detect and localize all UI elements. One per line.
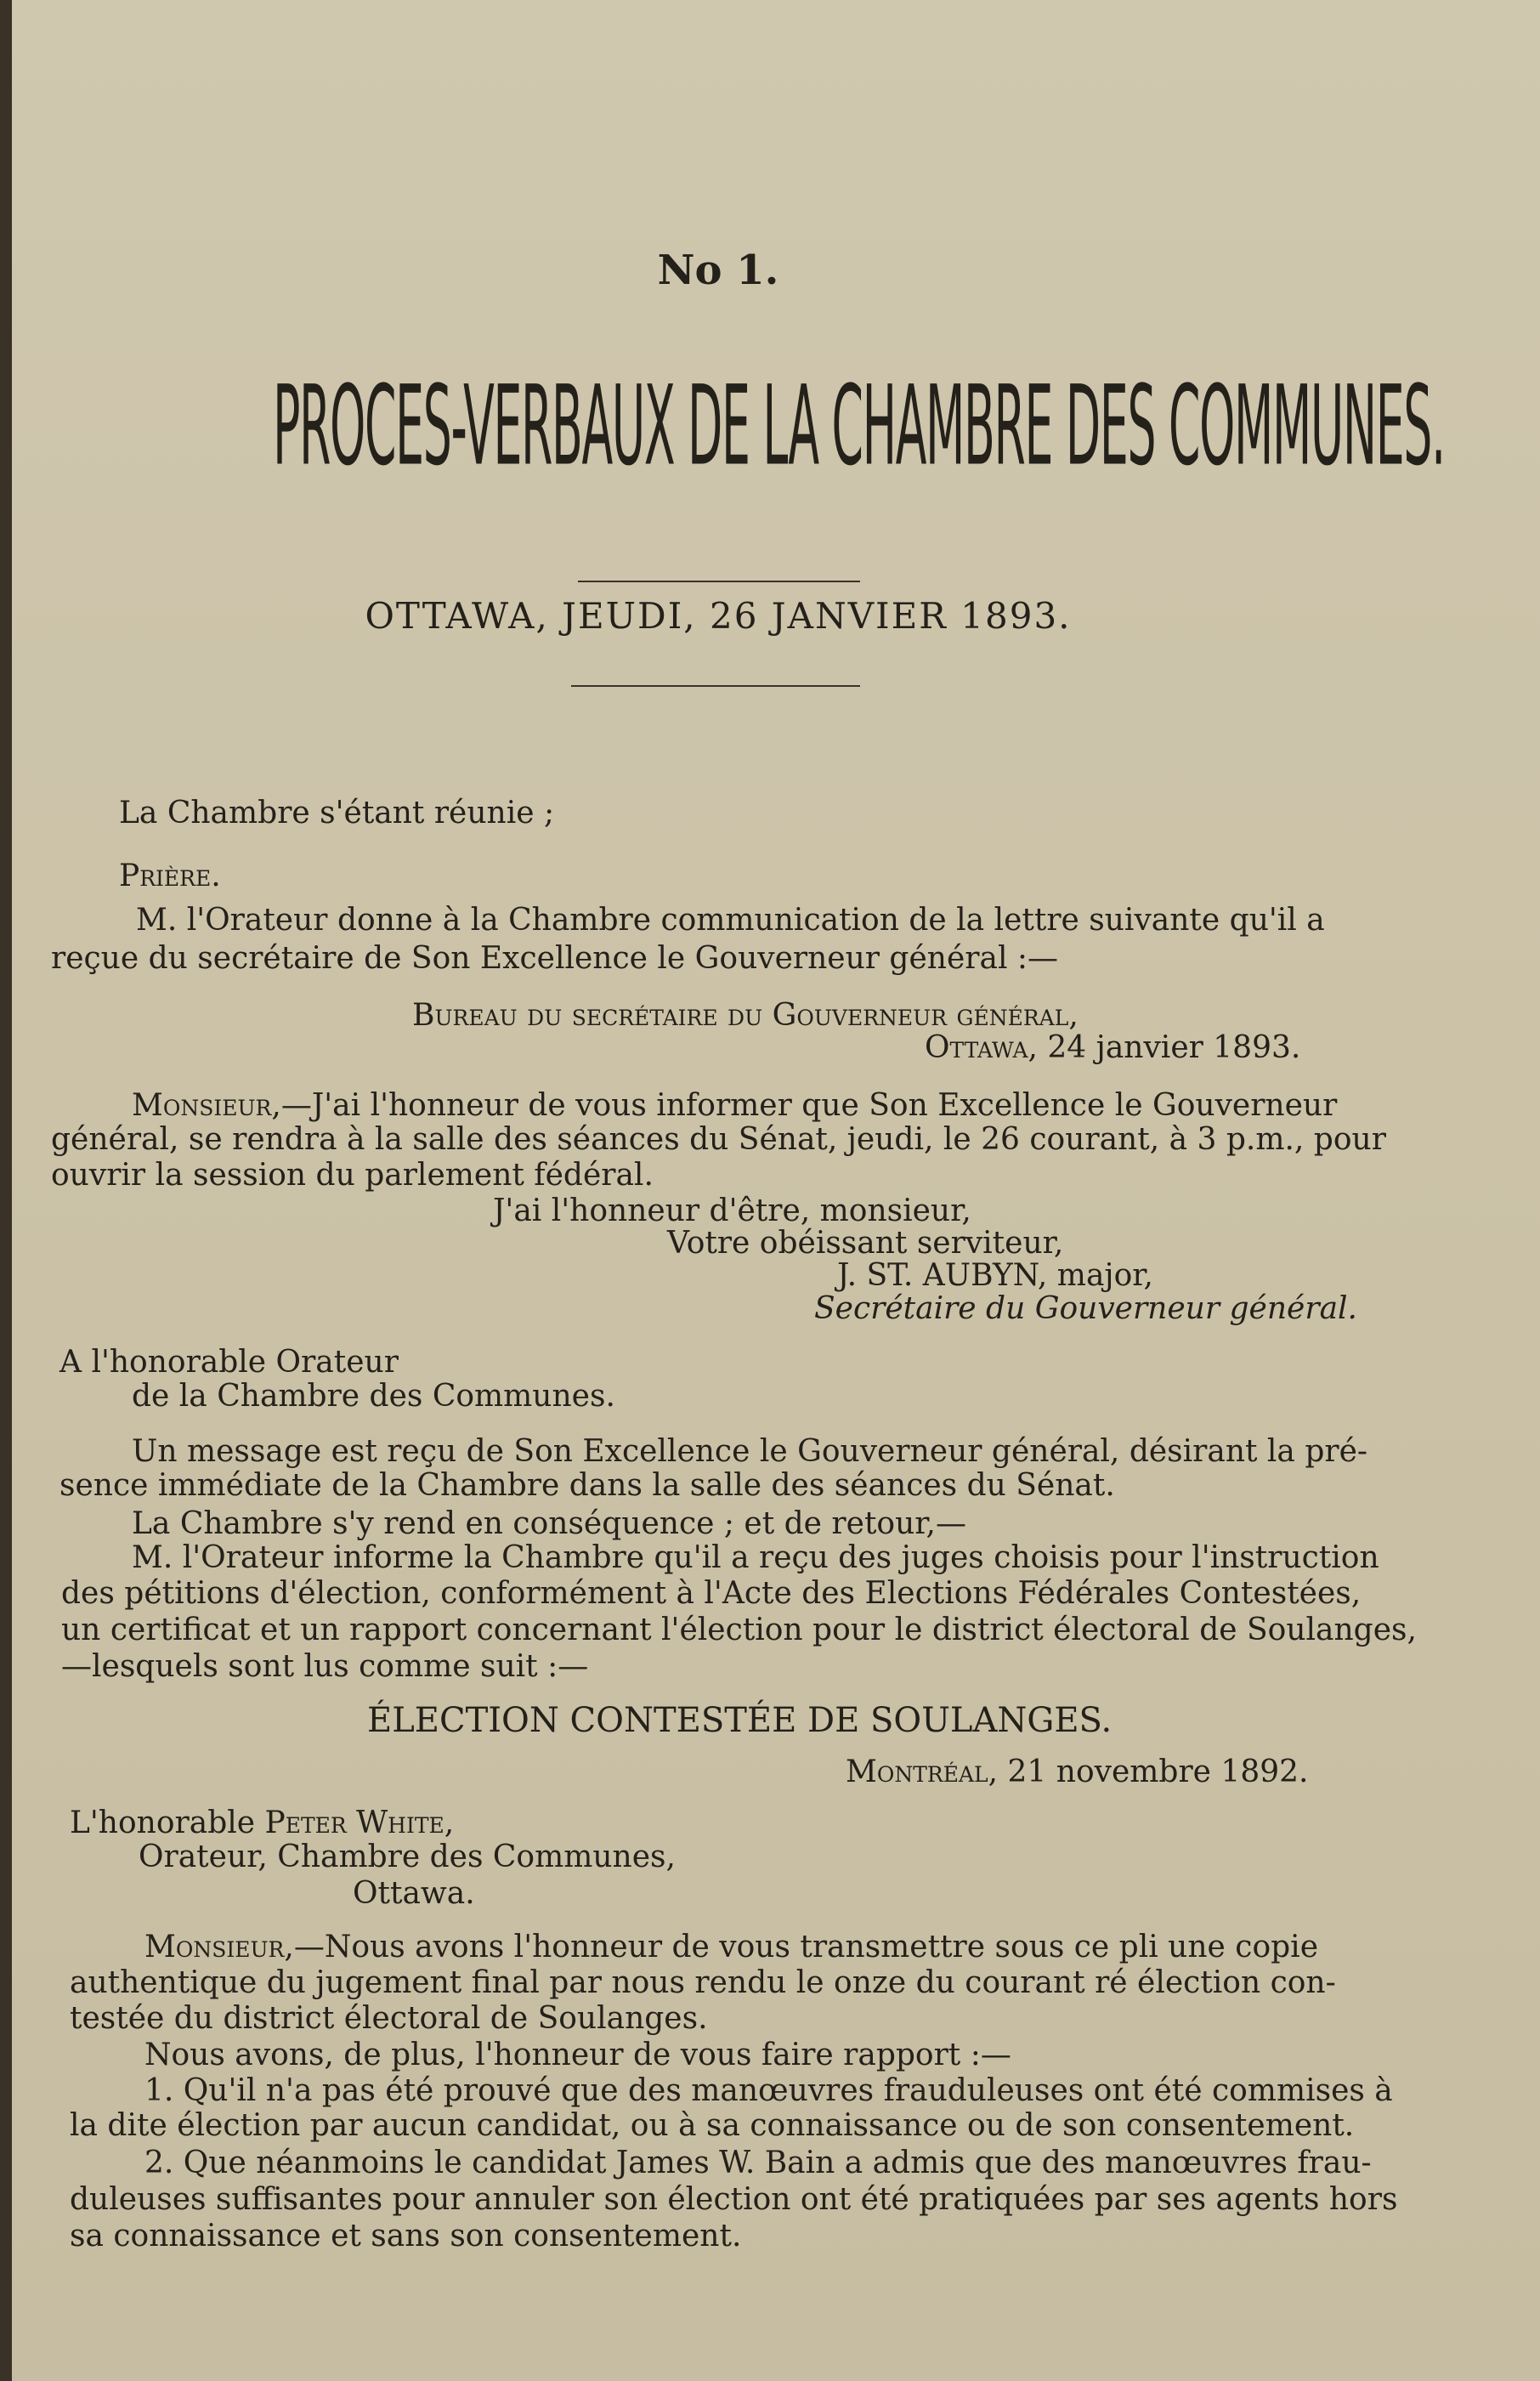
document-number: No 1. xyxy=(657,247,779,294)
text-run: L'honorable xyxy=(70,1806,265,1840)
text-line: Bureau du secrétaire du Gouverneur général, xyxy=(412,998,1079,1033)
text-line: M. l'Orateur donne à la Chambre communication de la lettre suivante qu'il a xyxy=(136,903,1325,938)
text-line: authentique du jugement final par nous rendu le onze du courant ré élection con- xyxy=(70,1965,1336,2000)
signature-title: Secrétaire du Gouverneur général. xyxy=(814,1291,1357,1326)
text-line: 1. Qu'il n'a pas été prouvé que des manœuvres frauduleuses ont été commises à xyxy=(144,2073,1393,2108)
document-title: PROCES-VERBAUX DE LA CHAMBRE DES COMMUNES. xyxy=(273,361,1445,490)
text-line: Prière. xyxy=(119,859,221,893)
text-line: des pétitions d'élection, conformément à l'Acte des Elections Fédérales Contestées, xyxy=(61,1576,1362,1611)
text-line: Nous avons, de plus, l'honneur de vous faire rapport :— xyxy=(144,2038,1011,2072)
text-line xyxy=(925,1029,1300,1067)
text-line: Ottawa. xyxy=(353,1876,475,1911)
text-line: J'ai l'honneur d'être, monsieur, xyxy=(493,1193,971,1228)
text-line: ouvrir la session du parlement fédéral. xyxy=(51,1158,654,1193)
addressee-name: Peter White, xyxy=(264,1806,455,1840)
text-line: un certificat et un rapport concernant l'élection pour le district électoral de Soulanges, xyxy=(61,1613,1417,1647)
text-line: —lesquels sont lus comme suit :— xyxy=(61,1649,589,1684)
place-name: Montréal xyxy=(846,1755,988,1789)
salutation: Monsieur, xyxy=(132,1088,281,1123)
text-line: Votre obéissant serviteur, xyxy=(667,1226,1064,1261)
text-line: sa connaissance et sans son consentement. xyxy=(70,2219,742,2253)
text-line xyxy=(846,1753,1308,1791)
text-line xyxy=(132,1086,1337,1125)
text-line: 2. Que néanmoins le candidat James W. Bain a admis que des manœuvres frau- xyxy=(144,2146,1372,2180)
text-line: M. l'Orateur informe la Chambre qu'il a reçu des juges choisis pour l'instruction xyxy=(132,1540,1379,1575)
text-line: testée du district électoral de Soulanges. xyxy=(70,2001,708,2036)
text-line: sence immédiate de la Chambre dans la salle des séances du Sénat. xyxy=(59,1468,1115,1503)
page-edge-shadow xyxy=(0,0,12,2381)
text-line: Un message est reçu de Son Excellence le Gouverneur général, désirant la pré- xyxy=(132,1434,1368,1469)
text-line xyxy=(70,1804,454,1842)
text-line: Orateur, Chambre des Communes, xyxy=(139,1840,676,1874)
rule-top xyxy=(578,581,860,582)
text-run: —Nous avons l'honneur de vous transmettre sous ce pli une copie xyxy=(293,1930,1319,1964)
section-heading: ÉLECTION CONTESTÉE DE SOULANGES. xyxy=(367,1701,1113,1740)
rule-bottom xyxy=(571,685,860,687)
document-date: OTTAWA, JEUDI, 26 JANVIER 1893. xyxy=(365,595,1072,637)
text-line: duleuses suffisantes pour annuler son élection ont été pratiquées par ses agents hors xyxy=(70,2182,1398,2217)
text-line: reçue du secrétaire de Son Excellence le Gouverneur général :— xyxy=(51,941,1059,976)
salutation: Monsieur, xyxy=(144,1930,294,1964)
text-line: la dite élection par aucun candidat, ou à sa connaissance ou de son consentement. xyxy=(70,2108,1355,2143)
text-line: La Chambre s'y rend en conséquence ; et de retour,— xyxy=(132,1506,966,1541)
text-line: de la Chambre des Communes. xyxy=(132,1379,615,1414)
place-name: Ottawa xyxy=(925,1030,1028,1065)
text-line: A l'honorable Orateur xyxy=(59,1345,399,1380)
signature-name: J. ST. AUBYN, major, xyxy=(837,1258,1153,1293)
text-run: —J'ai l'honneur de vous informer que Son Excellence le Gouverneur xyxy=(280,1088,1338,1123)
text-line: La Chambre s'étant réunie ; xyxy=(119,796,555,831)
text-line xyxy=(144,1928,1318,1966)
text-line: général, se rendra à la salle des séances du Sénat, jeudi, le 26 courant, à 3 p.m., pour xyxy=(51,1122,1386,1157)
letter-date: , 24 janvier 1893. xyxy=(1028,1030,1301,1065)
letter-date: , 21 novembre 1892. xyxy=(988,1755,1309,1789)
